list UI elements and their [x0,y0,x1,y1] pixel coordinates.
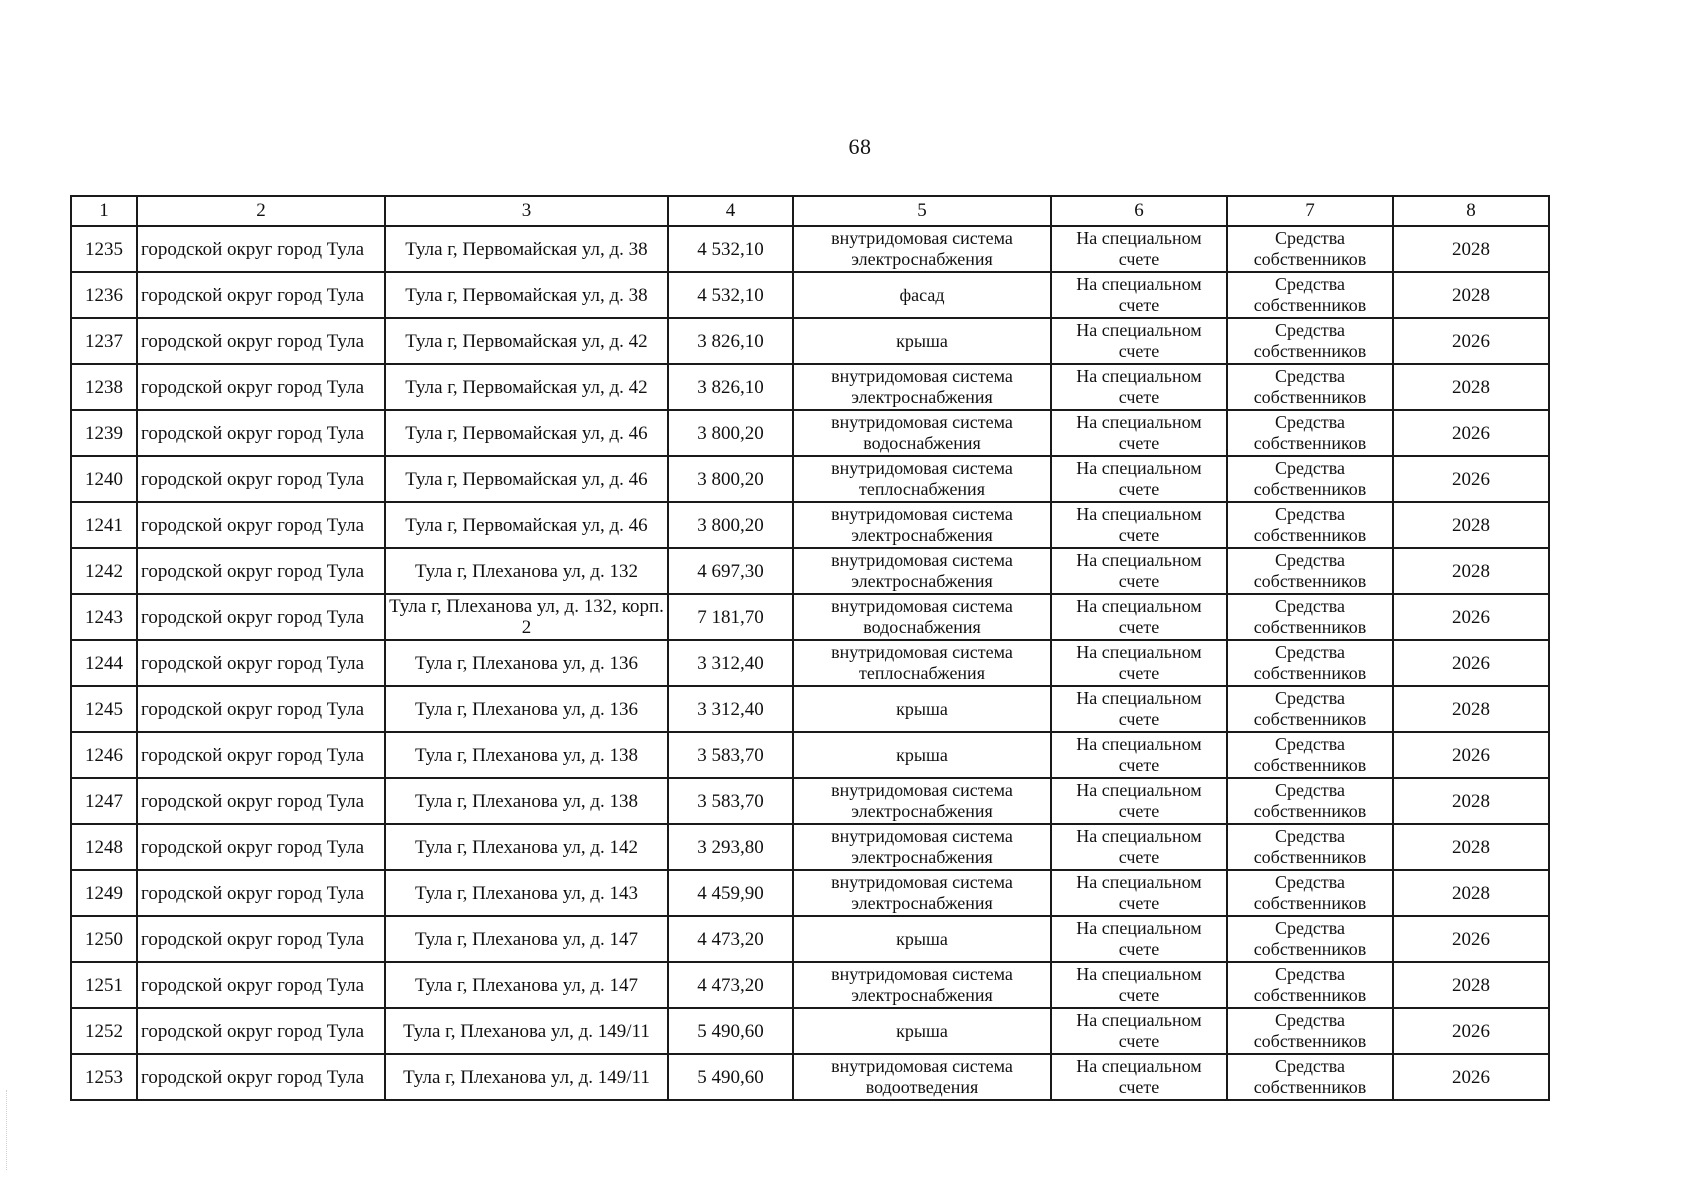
year-cell: 2026 [1393,916,1549,962]
row-number-cell: 1241 [71,502,137,548]
fund-method-cell: На специальном счете [1051,502,1227,548]
fund-method-cell: На специальном счете [1051,870,1227,916]
fund-method-cell: На специальном счете [1051,824,1227,870]
work-type-cell: внутридомовая система электроснабжения [793,548,1051,594]
area-cell: 4 473,20 [668,916,793,962]
column-header: 2 [137,196,385,226]
work-type-cell: внутридомовая система водоснабжения [793,594,1051,640]
row-number-cell: 1252 [71,1008,137,1054]
work-type-cell: внутридомовая система электроснабжения [793,778,1051,824]
funding-source-cell: Средства собственников [1227,548,1393,594]
work-type-cell: крыша [793,732,1051,778]
area-cell: 3 800,20 [668,456,793,502]
fund-method-cell: На специальном счете [1051,226,1227,272]
municipality-cell: городской округ город Тула [137,226,385,272]
work-type-cell: крыша [793,318,1051,364]
funding-source-cell: Средства собственников [1227,1054,1393,1100]
area-cell: 3 800,20 [668,502,793,548]
area-cell: 3 312,40 [668,686,793,732]
address-cell: Тула г, Плеханова ул, д. 132, корп. 2 [385,594,668,640]
row-number-cell: 1253 [71,1054,137,1100]
column-header: 3 [385,196,668,226]
table-row [71,1054,1549,1100]
municipality-cell: городской округ город Тула [137,686,385,732]
address-cell: Тула г, Плеханова ул, д. 136 [385,686,668,732]
address-cell: Тула г, Первомайская ул, д. 42 [385,318,668,364]
funding-source-cell: Средства собственников [1227,640,1393,686]
municipality-cell: городской округ город Тула [137,824,385,870]
scan-edge-marks [6,1090,9,1170]
funding-source-cell: Средства собственников [1227,732,1393,778]
area-cell: 7 181,70 [668,594,793,640]
address-cell: Тула г, Плеханова ул, д. 132 [385,548,668,594]
funding-source-cell: Средства собственников [1227,456,1393,502]
year-cell: 2026 [1393,318,1549,364]
address-cell: Тула г, Первомайская ул, д. 38 [385,226,668,272]
table-row [71,870,1549,916]
capital-repair-table-container [70,195,1548,1101]
fund-method-cell: На специальном счете [1051,594,1227,640]
municipality-cell: городской округ город Тула [137,732,385,778]
address-cell: Тула г, Первомайская ул, д. 42 [385,364,668,410]
municipality-cell: городской округ город Тула [137,548,385,594]
year-cell: 2028 [1393,870,1549,916]
area-cell: 4 459,90 [668,870,793,916]
area-cell: 4 532,10 [668,272,793,318]
row-number-cell: 1236 [71,272,137,318]
table-row [71,318,1549,364]
work-type-cell: внутридомовая система электроснабжения [793,364,1051,410]
municipality-cell: городской округ город Тула [137,272,385,318]
table-row [71,456,1549,502]
row-number-cell: 1248 [71,824,137,870]
funding-source-cell: Средства собственников [1227,364,1393,410]
address-cell: Тула г, Плеханова ул, д. 142 [385,824,668,870]
area-cell: 4 532,10 [668,226,793,272]
row-number-cell: 1242 [71,548,137,594]
area-cell: 5 490,60 [668,1008,793,1054]
area-cell: 3 800,20 [668,410,793,456]
municipality-cell: городской округ город Тула [137,410,385,456]
fund-method-cell: На специальном счете [1051,410,1227,456]
address-cell: Тула г, Плеханова ул, д. 136 [385,640,668,686]
year-cell: 2026 [1393,456,1549,502]
funding-source-cell: Средства собственников [1227,1008,1393,1054]
area-cell: 4 697,30 [668,548,793,594]
work-type-cell: внутридомовая система теплоснабжения [793,640,1051,686]
year-cell: 2028 [1393,226,1549,272]
fund-method-cell: На специальном счете [1051,640,1227,686]
municipality-cell: городской округ город Тула [137,870,385,916]
header-row [71,196,1549,226]
area-cell: 3 583,70 [668,778,793,824]
municipality-cell: городской округ город Тула [137,1008,385,1054]
page-number: 68 [848,134,872,159]
table-row [71,502,1549,548]
table-row [71,824,1549,870]
table-row [71,640,1549,686]
table-row [71,962,1549,1008]
row-number-cell: 1244 [71,640,137,686]
funding-source-cell: Средства собственников [1227,870,1393,916]
address-cell: Тула г, Первомайская ул, д. 46 [385,456,668,502]
fund-method-cell: На специальном счете [1051,1054,1227,1100]
column-header: 5 [793,196,1051,226]
address-cell: Тула г, Плеханова ул, д. 143 [385,870,668,916]
funding-source-cell: Средства собственников [1227,226,1393,272]
capital-repair-table [70,195,1550,1101]
municipality-cell: городской округ город Тула [137,502,385,548]
table-row [71,732,1549,778]
table-row [71,548,1549,594]
municipality-cell: городской округ город Тула [137,916,385,962]
fund-method-cell: На специальном счете [1051,364,1227,410]
year-cell: 2028 [1393,364,1549,410]
funding-source-cell: Средства собственников [1227,502,1393,548]
table-row [71,410,1549,456]
municipality-cell: городской округ город Тула [137,594,385,640]
funding-source-cell: Средства собственников [1227,594,1393,640]
funding-source-cell: Средства собственников [1227,916,1393,962]
funding-source-cell: Средства собственников [1227,410,1393,456]
fund-method-cell: На специальном счете [1051,686,1227,732]
work-type-cell: крыша [793,1008,1051,1054]
table-row [71,272,1549,318]
table-body [71,226,1549,1100]
address-cell: Тула г, Плеханова ул, д. 147 [385,962,668,1008]
fund-method-cell: На специальном счете [1051,1008,1227,1054]
fund-method-cell: На специальном счете [1051,962,1227,1008]
fund-method-cell: На специальном счете [1051,318,1227,364]
fund-method-cell: На специальном счете [1051,732,1227,778]
fund-method-cell: На специальном счете [1051,272,1227,318]
row-number-cell: 1245 [71,686,137,732]
work-type-cell: внутридомовая система водоотведения [793,1054,1051,1100]
work-type-cell: внутридомовая система электроснабжения [793,870,1051,916]
year-cell: 2028 [1393,778,1549,824]
row-number-cell: 1239 [71,410,137,456]
area-cell: 3 312,40 [668,640,793,686]
fund-method-cell: На специальном счете [1051,548,1227,594]
work-type-cell: внутридомовая система электроснабжения [793,962,1051,1008]
year-cell: 2028 [1393,548,1549,594]
address-cell: Тула г, Плеханова ул, д. 149/11 [385,1008,668,1054]
municipality-cell: городской округ город Тула [137,778,385,824]
column-header: 4 [668,196,793,226]
year-cell: 2026 [1393,732,1549,778]
municipality-cell: городской округ город Тула [137,364,385,410]
year-cell: 2028 [1393,502,1549,548]
funding-source-cell: Средства собственников [1227,778,1393,824]
address-cell: Тула г, Плеханова ул, д. 149/11 [385,1054,668,1100]
fund-method-cell: На специальном счете [1051,456,1227,502]
year-cell: 2026 [1393,410,1549,456]
work-type-cell: крыша [793,686,1051,732]
funding-source-cell: Средства собственников [1227,962,1393,1008]
address-cell: Тула г, Плеханова ул, д. 147 [385,916,668,962]
municipality-cell: городской округ город Тула [137,456,385,502]
address-cell: Тула г, Первомайская ул, д. 46 [385,502,668,548]
year-cell: 2028 [1393,824,1549,870]
address-cell: Тула г, Первомайская ул, д. 46 [385,410,668,456]
municipality-cell: городской округ город Тула [137,640,385,686]
column-header: 6 [1051,196,1227,226]
table-row [71,1008,1549,1054]
funding-source-cell: Средства собственников [1227,318,1393,364]
work-type-cell: внутридомовая система теплоснабжения [793,456,1051,502]
year-cell: 2028 [1393,962,1549,1008]
table-row [71,778,1549,824]
row-number-cell: 1237 [71,318,137,364]
row-number-cell: 1235 [71,226,137,272]
year-cell: 2026 [1393,640,1549,686]
table-row [71,226,1549,272]
municipality-cell: городской округ город Тула [137,318,385,364]
municipality-cell: городской округ город Тула [137,962,385,1008]
year-cell: 2028 [1393,272,1549,318]
row-number-cell: 1238 [71,364,137,410]
area-cell: 3 583,70 [668,732,793,778]
row-number-cell: 1243 [71,594,137,640]
address-cell: Тула г, Плеханова ул, д. 138 [385,778,668,824]
address-cell: Тула г, Плеханова ул, д. 138 [385,732,668,778]
year-cell: 2026 [1393,594,1549,640]
area-cell: 3 826,10 [668,364,793,410]
column-header: 8 [1393,196,1549,226]
table-row [71,594,1549,640]
year-cell: 2026 [1393,1008,1549,1054]
row-number-cell: 1240 [71,456,137,502]
area-cell: 4 473,20 [668,962,793,1008]
funding-source-cell: Средства собственников [1227,824,1393,870]
work-type-cell: внутридомовая система водоснабжения [793,410,1051,456]
row-number-cell: 1251 [71,962,137,1008]
fund-method-cell: На специальном счете [1051,778,1227,824]
row-number-cell: 1249 [71,870,137,916]
row-number-cell: 1247 [71,778,137,824]
table-row [71,916,1549,962]
work-type-cell: внутридомовая система электроснабжения [793,502,1051,548]
municipality-cell: городской округ город Тула [137,1054,385,1100]
area-cell: 5 490,60 [668,1054,793,1100]
column-header: 1 [71,196,137,226]
table-row [71,686,1549,732]
work-type-cell: внутридомовая система электроснабжения [793,226,1051,272]
address-cell: Тула г, Первомайская ул, д. 38 [385,272,668,318]
year-cell: 2026 [1393,1054,1549,1100]
work-type-cell: внутридомовая система электроснабжения [793,824,1051,870]
area-cell: 3 293,80 [668,824,793,870]
funding-source-cell: Средства собственников [1227,272,1393,318]
work-type-cell: крыша [793,916,1051,962]
table-row [71,364,1549,410]
year-cell: 2028 [1393,686,1549,732]
row-number-cell: 1250 [71,916,137,962]
fund-method-cell: На специальном счете [1051,916,1227,962]
area-cell: 3 826,10 [668,318,793,364]
column-header: 7 [1227,196,1393,226]
funding-source-cell: Средства собственников [1227,686,1393,732]
work-type-cell: фасад [793,272,1051,318]
row-number-cell: 1246 [71,732,137,778]
